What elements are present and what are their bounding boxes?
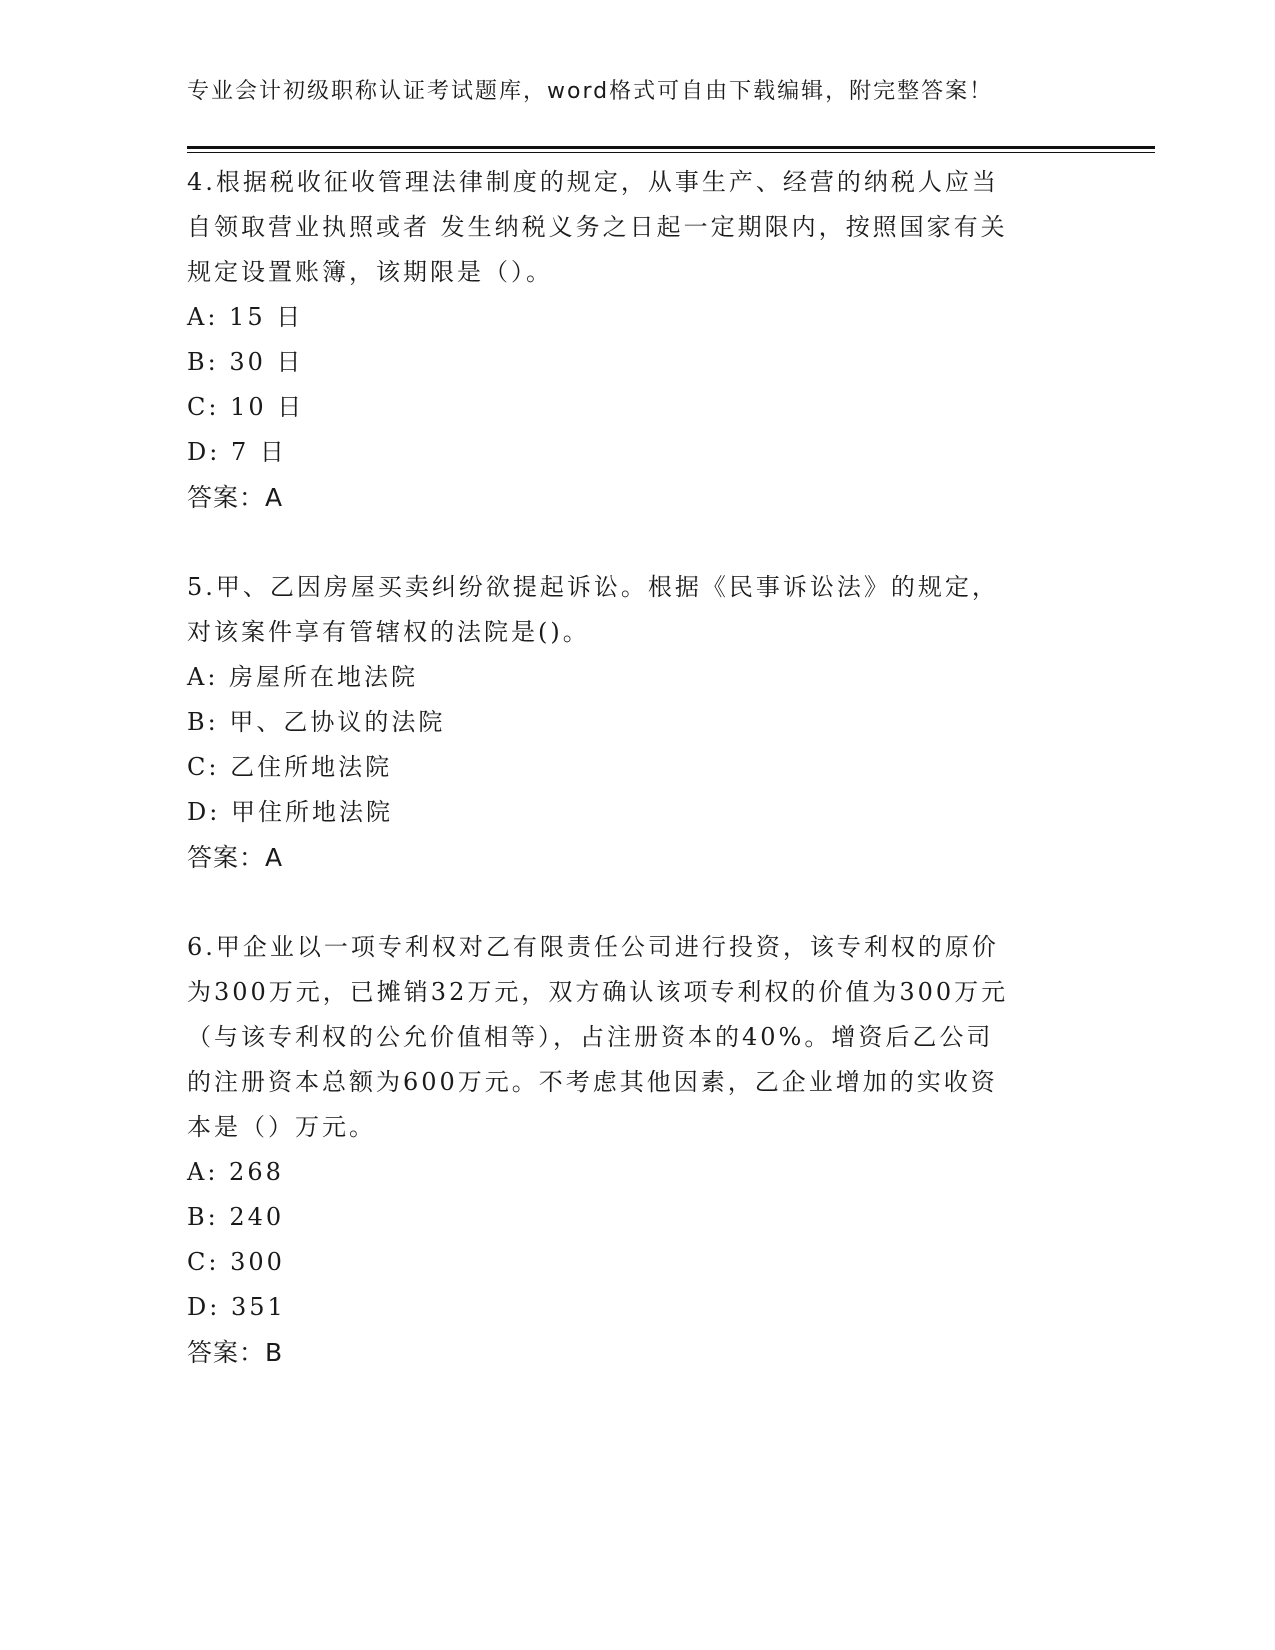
option-d: D: 甲住所地法院 [187, 798, 393, 826]
option-a: A: 15 日 [187, 303, 304, 331]
stem-line: 5.甲、乙因房屋买卖纠纷欲提起诉讼。根据《民事诉讼法》的规定， [187, 573, 999, 601]
option-a: A: 268 [187, 1158, 284, 1186]
stem-line: 本是（）万元。 [187, 1113, 376, 1141]
stem-line: 6.甲企业以一项专利权对乙有限责任公司进行投资，该专利权的原价 [187, 933, 999, 961]
stem-line: 为300万元，已摊销32万元，双方确认该项专利权的价值为300万元 [187, 978, 1009, 1006]
question-4 [187, 160, 1087, 520]
answer: 答案：B [187, 1338, 284, 1367]
option-d: D: 351 [187, 1293, 286, 1321]
answer: 答案：A [187, 483, 284, 512]
option-c: C: 10 日 [187, 393, 305, 421]
option-b: B: 30 日 [187, 348, 304, 376]
option-a: A: 房屋所在地法院 [187, 663, 419, 691]
answer: 答案：A [187, 843, 284, 872]
option-b: B: 240 [187, 1203, 285, 1231]
stem-line: 自领取营业执照或者 发生纳税义务之日起一定期限内，按照国家有关 [187, 213, 1008, 241]
stem-line: 规定设置账簿，该期限是（）。 [187, 258, 553, 286]
option-d: D: 7 日 [187, 438, 287, 466]
stem-line: （与该专利权的公允价值相等），占注册资本的40%。增资后乙公司 [187, 1023, 994, 1051]
page-header: 专业会计初级职称认证考试题库，word格式可自由下载编辑，附完整答案！ [187, 79, 994, 104]
option-c: C: 乙住所地法院 [187, 753, 393, 781]
question-stem [187, 160, 1087, 295]
stem-line: 4.根据税收征收管理法律制度的规定，从事生产、经营的纳税人应当 [187, 168, 999, 196]
stem-line: 的注册资本总额为600万元。不考虑其他因素，乙企业增加的实收资 [187, 1068, 998, 1096]
question-list [187, 160, 1087, 1375]
header-divider-thick [187, 146, 1155, 149]
option-c: C: 300 [187, 1248, 285, 1276]
question-stem [187, 925, 1087, 1150]
option-b: B: 甲、乙协议的法院 [187, 708, 446, 736]
header-divider-thin [187, 152, 1155, 153]
question-stem [187, 565, 1087, 655]
stem-line: 对该案件享有管辖权的法院是()。 [187, 618, 590, 646]
question-5 [187, 565, 1087, 880]
question-6 [187, 925, 1087, 1375]
